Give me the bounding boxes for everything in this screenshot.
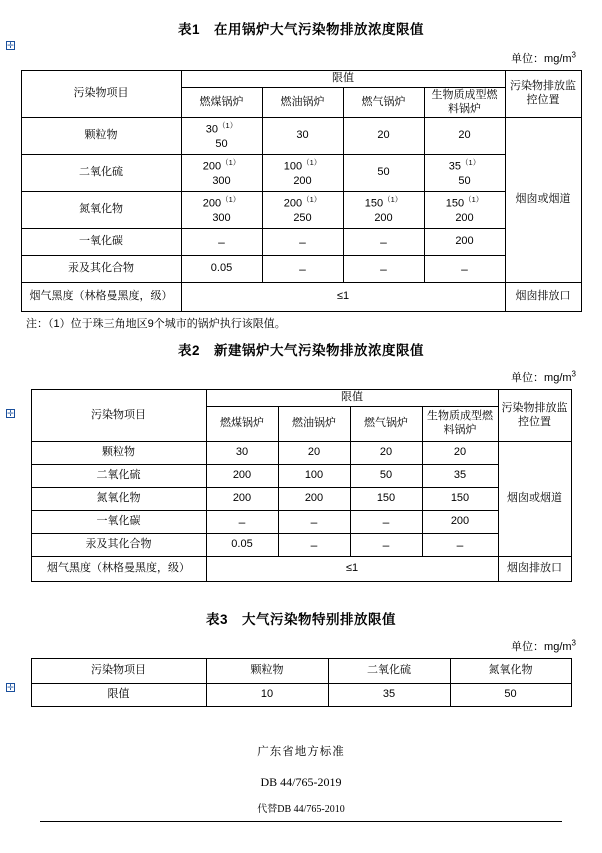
value-footnote: （1） — [464, 195, 484, 205]
table2-cell-coal: – — [206, 511, 278, 534]
table2-header-row-1 — [31, 390, 571, 407]
table1-cell-bio: 200 — [424, 229, 505, 256]
value-secondary: 250 — [293, 211, 312, 224]
table2-cell-gas: – — [350, 534, 422, 557]
table1-title-number: 表1 — [177, 22, 200, 37]
table3-cell-so2: 35 — [328, 684, 450, 707]
table2-header-pollutant: 污染物项目 — [31, 390, 206, 442]
table1-cell-coal: – — [181, 229, 262, 256]
value-footnote: （1） — [461, 158, 481, 168]
document-footer — [0, 743, 602, 815]
table1-cell-oil: – — [262, 256, 343, 283]
table1-cell-bio — [424, 155, 505, 192]
table2-cell-oil: 200 — [278, 488, 350, 511]
table2 — [31, 389, 572, 582]
table1-cell-gas: – — [343, 229, 424, 256]
value-footnote: （1） — [302, 195, 322, 205]
value-secondary: 300 — [212, 211, 231, 224]
table3-row — [31, 684, 571, 707]
table2-row-name: 一氧化碳 — [31, 511, 206, 534]
table2-row — [31, 534, 571, 557]
table1-cell-bio — [424, 192, 505, 229]
value-secondary: 200 — [455, 211, 474, 224]
table3-cell-pm: 10 — [206, 684, 328, 707]
table2-smoke-row — [31, 557, 571, 582]
table2-header-monitor: 污染物排放监控位置 — [498, 390, 571, 442]
table2-cell-bio: 35 — [422, 465, 498, 488]
value-footnote: （1） — [221, 158, 241, 168]
table2-smoke-name: 烟气黑度（林格曼黑度，级） — [31, 557, 206, 582]
footer-standard-code: DB 44/765-2019 — [260, 775, 342, 789]
table1-smoke-monitor: 烟囱排放口 — [505, 283, 581, 312]
table1-row — [21, 155, 581, 192]
table2-header-coal: 燃煤锅炉 — [206, 407, 278, 442]
table1-cell-gas: 50 — [343, 155, 424, 192]
table1-header-oil: 燃油锅炉 — [262, 87, 343, 118]
crop-marker-icon — [6, 41, 15, 50]
table2-cell-coal: 200 — [206, 465, 278, 488]
value-footnote: （1） — [383, 195, 403, 205]
table3-header-nox: 氮氧化物 — [450, 659, 571, 684]
table1-section — [0, 0, 602, 331]
table1-monitor-value: 烟囱或烟道 — [505, 118, 581, 283]
table3-section — [0, 608, 602, 707]
table2-unit — [0, 369, 602, 385]
value-primary: 200 — [283, 197, 303, 210]
table2-cell-gas: 50 — [350, 465, 422, 488]
table2-cell-gas: 20 — [350, 442, 422, 465]
table2-row-name: 汞及其化合物 — [31, 534, 206, 557]
footer-replaces: 代替DB 44/765-2010 — [257, 804, 345, 815]
table1-unit-label: 单位：mg/m — [511, 53, 572, 65]
value-primary: 200 — [202, 197, 222, 210]
table2-row-name: 二氧化硫 — [31, 465, 206, 488]
table3-unit-label: 单位：mg/m — [511, 641, 572, 653]
table1-row-name: 氮氧化物 — [21, 192, 181, 229]
table1-header-bio: 生物质成型燃料锅炉 — [424, 87, 505, 118]
value-secondary: 50 — [458, 174, 471, 187]
table1-unit — [0, 50, 602, 66]
table2-header-gas: 燃气锅炉 — [350, 407, 422, 442]
table2-row — [31, 511, 571, 534]
table3-header-row — [31, 659, 571, 684]
value-primary: 35 — [448, 160, 462, 173]
table1-cell-gas: 20 — [343, 118, 424, 155]
table2-header-oil: 燃油锅炉 — [278, 407, 350, 442]
table2-row — [31, 465, 571, 488]
table1-smoke-value: ≤1 — [181, 283, 505, 312]
table1-row-name: 颗粒物 — [21, 118, 181, 155]
table1 — [21, 70, 582, 312]
table2-title — [0, 339, 602, 359]
table2-cell-bio: 150 — [422, 488, 498, 511]
table3-title-text: 大气污染物特别排放限值 — [242, 612, 396, 627]
table2-row-name: 颗粒物 — [31, 442, 206, 465]
table2-cell-gas: 150 — [350, 488, 422, 511]
table1-header-pollutant: 污染物项目 — [21, 71, 181, 118]
value-footnote: （1） — [218, 121, 238, 131]
table1-header-monitor — [505, 71, 581, 118]
table2-smoke-value: ≤1 — [206, 557, 498, 582]
table1-title — [0, 18, 602, 38]
crop-marker-icon — [6, 409, 15, 418]
table1-row — [21, 192, 581, 229]
table2-smoke-monitor: 烟囱排放口 — [498, 557, 571, 582]
table2-unit-label: 单位：mg/m — [511, 372, 572, 385]
table1-title-text: 在用锅炉大气污染物排放浓度限值 — [214, 22, 424, 37]
table1-cell-coal — [181, 118, 262, 155]
table1-cell-oil — [262, 155, 343, 192]
table1-header-monitor-text: 污染物排放监控位置 — [510, 80, 576, 107]
table3-header-pollutant: 污染物项目 — [31, 659, 206, 684]
table2-header-limit-group: 限值 — [206, 390, 498, 407]
table3-title-number: 表3 — [205, 612, 228, 627]
value-secondary: 300 — [212, 174, 231, 187]
table1-cell-oil: 30 — [262, 118, 343, 155]
table1-smoke-row — [21, 283, 581, 312]
table1-cell-oil: – — [262, 229, 343, 256]
table1-smoke-name: 烟气黑度（林格曼黑度，级） — [21, 283, 181, 312]
table2-cell-oil: – — [278, 511, 350, 534]
footer-divider — [40, 821, 562, 822]
table1-cell-oil — [262, 192, 343, 229]
table2-cell-oil: – — [278, 534, 350, 557]
table2-monitor-value: 烟囱或烟道 — [498, 442, 571, 557]
table2-cell-gas: – — [350, 511, 422, 534]
table2-cell-bio: 20 — [422, 442, 498, 465]
table3-unit — [0, 638, 602, 654]
table1-cell-coal — [181, 155, 262, 192]
value-secondary: 50 — [215, 137, 228, 150]
table3-unit-sup: 3 — [571, 638, 576, 648]
table2-row — [31, 488, 571, 511]
table3-cell-nox: 50 — [450, 684, 571, 707]
table2-header-bio: 生物质成型燃料锅炉 — [422, 407, 498, 442]
table3-title — [0, 608, 602, 628]
value-primary: 100 — [283, 160, 303, 173]
table2-cell-coal: 200 — [206, 488, 278, 511]
value-footnote: （1） — [221, 195, 241, 205]
table1-note: 注：（1）位于珠三角地区9个城市的锅炉执行该限值。 — [26, 318, 286, 331]
table2-cell-bio: – — [422, 534, 498, 557]
table2-cell-coal: 30 — [206, 442, 278, 465]
table1-header-row-1 — [21, 71, 581, 88]
table2-cell-bio: 200 — [422, 511, 498, 534]
table3 — [31, 658, 572, 707]
table1-row-name: 汞及其化合物 — [21, 256, 181, 283]
footer-issuer: 广东省地方标准 — [257, 746, 345, 758]
table1-unit-sup: 3 — [571, 50, 576, 60]
table1-row — [21, 118, 581, 155]
table3-row-name: 限值 — [31, 684, 206, 707]
table1-row-name: 一氧化碳 — [21, 229, 181, 256]
value-primary: 200 — [202, 160, 222, 173]
table1-cell-coal: 0.05 — [181, 256, 262, 283]
table1-header-gas: 燃气锅炉 — [343, 87, 424, 118]
table2-row-name: 氮氧化物 — [31, 488, 206, 511]
value-primary: 150 — [364, 197, 384, 210]
table1-cell-gas — [343, 192, 424, 229]
value-primary: 150 — [445, 197, 465, 210]
table2-cell-oil: 20 — [278, 442, 350, 465]
table2-row — [31, 442, 571, 465]
table1-row-name: 二氧化硫 — [21, 155, 181, 192]
table1-row — [21, 256, 581, 283]
value-secondary: 200 — [293, 174, 312, 187]
table1-row — [21, 229, 581, 256]
table1-cell-gas: – — [343, 256, 424, 283]
table1-header-coal: 燃煤锅炉 — [181, 87, 262, 118]
table2-cell-coal: 0.05 — [206, 534, 278, 557]
table2-title-text: 新建锅炉大气污染物排放浓度限值 — [214, 343, 424, 359]
crop-marker-icon — [6, 683, 15, 692]
table3-header-so2: 二氧化硫 — [328, 659, 450, 684]
table2-section — [0, 339, 602, 582]
table3-header-pm: 颗粒物 — [206, 659, 328, 684]
value-primary: 30 — [205, 123, 219, 136]
table2-unit-sup: 3 — [571, 369, 576, 379]
table1-header-limit-group: 限值 — [181, 71, 505, 88]
table1-cell-bio: – — [424, 256, 505, 283]
table1-cell-bio: 20 — [424, 118, 505, 155]
value-footnote: （1） — [302, 158, 322, 168]
table2-title-number: 表2 — [177, 343, 200, 359]
value-secondary: 200 — [374, 211, 393, 224]
table1-cell-coal — [181, 192, 262, 229]
table2-cell-oil: 100 — [278, 465, 350, 488]
